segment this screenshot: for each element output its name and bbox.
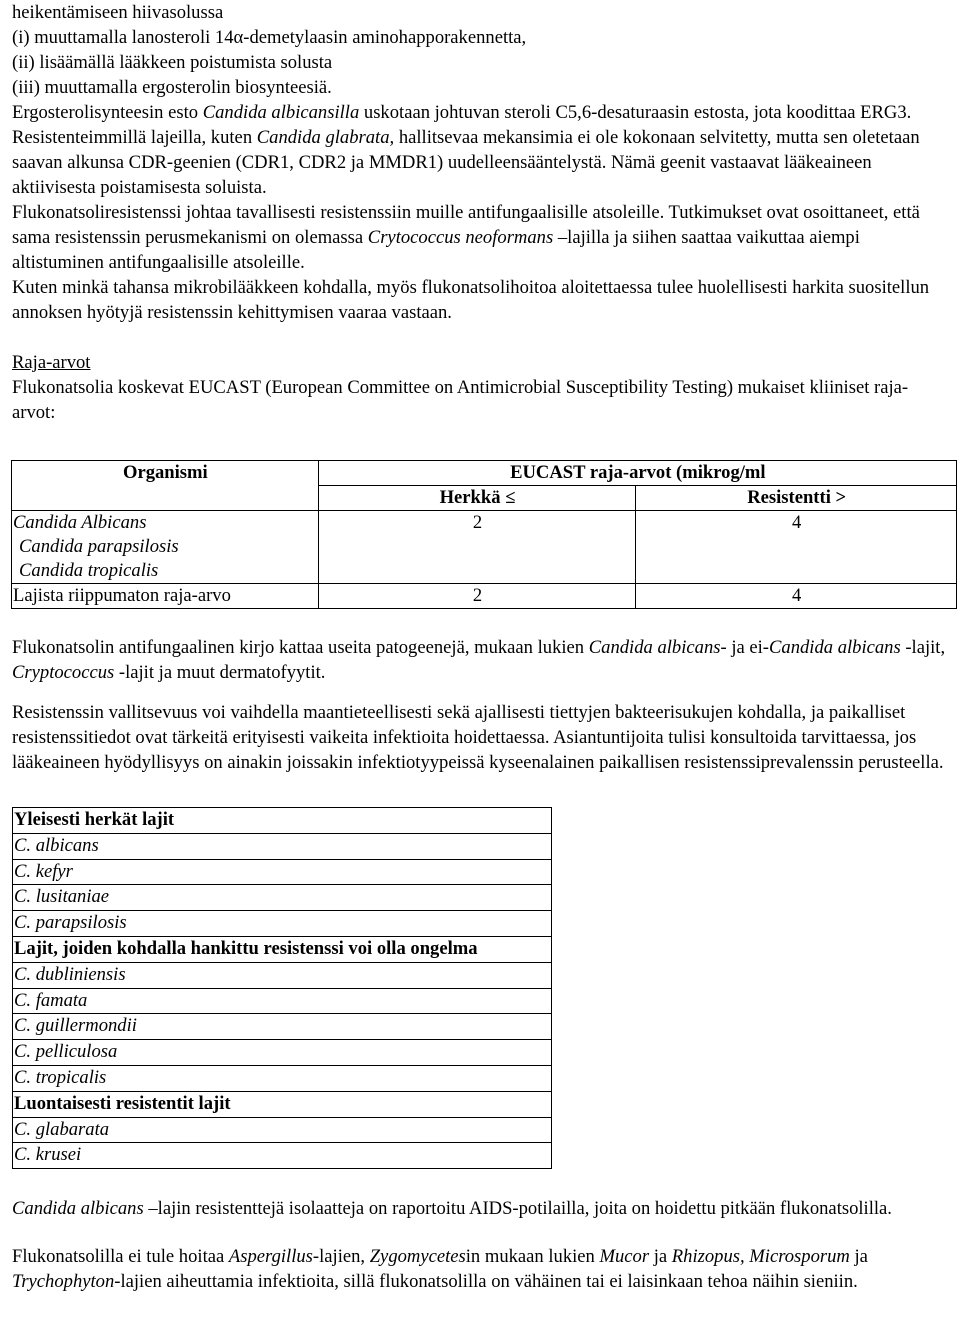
paragraph-aids-isolates: Candida albicans –lajin resistenttejä isolaatteja on raportoitu AIDS-potilailla, joita on hoidettu pitkään flukonatsolilla. — [12, 1198, 892, 1220]
paragraph-resistance-risk: Kuten minkä tahansa mikrobilääkkeen kohdalla, myös flukonatsolihoitoa aloitettaessa tulee huolellisesti harkita suositellun annoksen hyötyjä resistenssin kehittymisen vaaraa vastaan. — [12, 277, 930, 323]
table-row — [12, 584, 957, 609]
paragraph-not-for-infections: Flukonatsolilla ei tule hoitaa Aspergillus-lajien, Zygomycetesin mukaan lukien Mucor ja Rhizopus, Microsporum ja Trychophyton-lajien aiheuttamia infektioita, sillä flukonatsolilla on vähäinen tai ei laisinkaan tehoa näihin sieniin. — [12, 1246, 868, 1293]
table-row — [12, 511, 957, 584]
species-item: C. kefyr — [14, 860, 73, 882]
paragraph-ergosterol: Ergosterolisynteesin esto Candida albicansilla uskotaan johtuvan steroli C5,6-desaturaasin estosta, jota koodittaa ERG3. Resistenteimmillä lajeilla, kuten Candida glabrata, hallitsevaa mekansimia ei ole kokonaan selvitetty, mutta sen oletetaan saavan alkunsa CDR-geenien (CDR1, CDR2 ja MMDR1) uudelleensääntelystä. Nämä geenit vastaavat lääkeaineen aktiivisesta poistamisesta soluista. — [12, 102, 920, 198]
species-item: C. dubliniensis — [14, 963, 126, 985]
paragraph-cross-resistance: Flukonatsoliresistenssi johtaa tavallisesti resistenssiin muille antifungaalisille atsoleille. Tutkimukset ovat osoittaneet, että sama resistenssin perusmekanismi on olemassa Crytococcus neoformans –lajilla ja siihen saattaa vaikuttaa aiempi altistuminen antifungaalisille atsoleille. — [12, 202, 920, 273]
intro-line-2: (i) muuttamalla lanosteroli 14α-demetylaasin aminohapporakennetta, — [12, 27, 527, 48]
species-item: C. famata — [14, 989, 88, 1011]
species-group-heading: Yleisesti herkät lajit — [13, 808, 552, 834]
resistant-value: 4 — [636, 511, 957, 584]
header-resistant: Resistentti > — [636, 486, 957, 511]
species-item: C. albicans — [14, 834, 99, 856]
species-item: C. pelliculosa — [14, 1041, 118, 1063]
organism-cell — [12, 511, 319, 584]
species-item: C. tropicalis — [14, 1066, 107, 1088]
resistant-value: 4 — [636, 584, 957, 609]
species-susceptibility-table — [12, 807, 552, 1169]
species-item: C. krusei — [14, 1144, 82, 1166]
intro-line-1: heikentämiseen hiivasolussa — [12, 2, 224, 23]
paragraph-prevalence: Resistenssin vallitsevuus voi vaihdella maantieteellisesti sekä ajallisesti tiettyjen bakteerisukujen kohdalla, ja paikalliset resistenssitiedot ovat tärkeitä erityisesti vaikeita infektioita hoidettaessa. Asiantuntijoita tulisi konsultoida tarvittaessa, jos lääkeaineen hyödyllisyys on ainakin joissakin infektiotyypeissä kyseenalainen paikallisen resistenssiprevalenssin perusteella. — [12, 702, 944, 773]
eucast-breakpoint-table — [11, 460, 957, 609]
paragraph-spectrum: Flukonatsolin antifungaalinen kirjo kattaa useita patogeenejä, mukaan lukien Candida albicans- ja ei-Candida albicans -lajit, Cryptococcus -lajit ja muut dermatofyytit. — [12, 637, 946, 683]
organism-name: Candida parapsilosis — [19, 536, 179, 557]
header-eucast-breakpoints: EUCAST raja-arvot (mikrog/ml — [318, 461, 956, 486]
species-item: C. parapsilosis — [14, 912, 127, 934]
header-susceptible: Herkkä ≤ — [318, 486, 636, 511]
organism-cell: Lajista riippumaton raja-arvo — [12, 584, 319, 609]
species-group-heading: Lajit, joiden kohdalla hankittu resistenssi voi olla ongelma — [13, 936, 552, 962]
section-heading-breakpoints: Raja-arvot — [12, 352, 91, 373]
susceptible-value: 2 — [318, 511, 636, 584]
organism-name: Candida tropicalis — [19, 560, 159, 581]
intro-line-4: (iii) muuttamalla ergosterolin biosynteesiä. — [12, 77, 332, 98]
header-organism: Organismi — [12, 461, 319, 486]
species-item: C. guillermondii — [14, 1015, 137, 1037]
paragraph-eucast: Flukonatsolia koskevat EUCAST (European Committee on Antimicrobial Susceptibility Testing) mukaiset kliiniset raja-arvot: — [12, 377, 909, 423]
intro-line-3: (ii) lisäämällä lääkkeen poistumista solusta — [12, 52, 333, 73]
susceptible-value: 2 — [318, 584, 636, 609]
species-item: C. lusitaniae — [14, 886, 110, 908]
organism-name: Candida Albicans — [13, 512, 147, 533]
species-item: C. glabarata — [14, 1118, 110, 1140]
species-group-heading: Luontaisesti resistentit lajit — [13, 1091, 552, 1117]
